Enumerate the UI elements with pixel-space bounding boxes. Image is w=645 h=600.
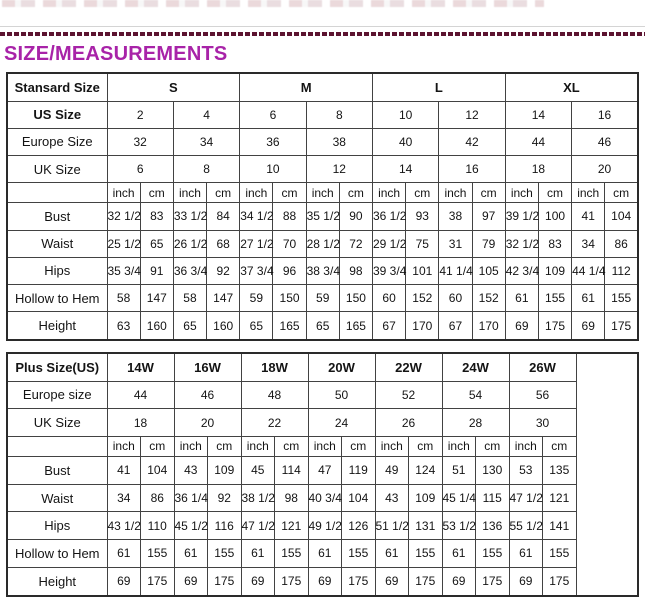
table-cell: 30 [509,409,576,437]
table-cell: 65 [240,312,273,340]
table-cell: 155 [538,285,571,312]
table-cell: 63 [107,312,140,340]
standard-size-table [6,72,639,341]
table-cell: 109 [538,257,571,284]
table-cell: 67 [439,312,472,340]
table-cell: 58 [173,285,206,312]
size-header: 16W [174,353,241,381]
table-cell: 165 [273,312,306,340]
unit-cell: cm [208,436,242,456]
table-cell: 60 [439,285,472,312]
table-row [7,436,638,456]
table-cell: 42 3/4 [505,257,538,284]
table-cell: 130 [476,456,510,484]
table-cell: 121 [543,484,577,512]
table-cell: 135 [543,456,577,484]
table-cell: 26 [375,409,442,437]
table-cell: 40 3/4 [308,484,342,512]
corner-label: Stansard Size [7,73,107,101]
table-row [7,73,638,101]
table-cell: 53 [509,456,543,484]
table-cell: 69 [572,312,605,340]
table-cell: 126 [342,512,376,540]
table-cell: 61 [442,540,476,568]
table-cell: 69 [174,567,208,596]
table-cell: 18 [107,409,174,437]
table-cell: 65 [173,312,206,340]
table-cell: 26 1/2 [173,230,206,257]
table-cell: 59 [306,285,339,312]
unit-cell: inch [240,183,273,203]
table-cell: 124 [409,456,443,484]
table-cell: 58 [107,285,140,312]
table-cell: 165 [339,312,372,340]
table-row [7,312,638,340]
table-cell: 47 [308,456,342,484]
table-row [7,484,638,512]
unit-cell: inch [107,183,140,203]
table-cell: 155 [543,540,577,568]
table-cell: 16 [572,101,638,128]
table-cell: 38 [439,203,472,230]
table-cell: 84 [207,203,240,230]
divider-line [0,26,645,27]
table-cell: 61 [375,540,409,568]
table-cell: 114 [275,456,309,484]
table-cell: 28 [442,409,509,437]
size-header: L [373,73,506,101]
table-cell: 59 [240,285,273,312]
size-header: 20W [308,353,375,381]
table-cell: 14 [373,156,439,183]
table-cell: 31 [439,230,472,257]
row-label: Bust [7,456,107,484]
table-row [7,456,638,484]
table-cell: 131 [409,512,443,540]
unit-cell: cm [140,183,173,203]
unit-cell: inch [509,436,543,456]
table-cell: 67 [373,312,406,340]
row-label: UK Size [7,156,107,183]
table-cell: 175 [605,312,638,340]
row-label: Hips [7,512,107,540]
table-cell: 38 1/2 [241,484,275,512]
table-cell: 155 [208,540,242,568]
table-cell: 155 [275,540,309,568]
unit-cell: cm [605,183,638,203]
table-cell: 68 [207,230,240,257]
table-cell: 175 [409,567,443,596]
unit-cell: inch [505,183,538,203]
table-cell: 121 [275,512,309,540]
table-cell: 12 [306,156,372,183]
table-cell: 49 1/2 [308,512,342,540]
table-cell: 152 [406,285,439,312]
row-label: Height [7,312,107,340]
table-row [7,128,638,155]
table-cell: 175 [543,567,577,596]
table-cell: 147 [207,285,240,312]
table-cell: 10 [373,101,439,128]
table-cell: 44 [505,128,571,155]
table-cell: 12 [439,101,505,128]
table-cell: 53 1/2 [442,512,476,540]
table-cell: 2 [107,101,173,128]
table-cell: 61 [572,285,605,312]
row-label: Europe Size [7,128,107,155]
table-cell: 37 3/4 [240,257,273,284]
table-cell: 32 [107,128,173,155]
table-cell: 27 1/2 [240,230,273,257]
empty-cell [576,353,638,596]
unit-cell: cm [273,183,306,203]
table-cell: 36 1/4 [174,484,208,512]
row-label: Hollow to Hem [7,285,107,312]
table-cell: 136 [476,512,510,540]
table-cell: 8 [306,101,372,128]
row-label: UK Size [7,409,107,437]
table-cell: 83 [538,230,571,257]
table-row [7,203,638,230]
unit-cell: cm [409,436,443,456]
table-cell: 34 [173,128,239,155]
table-cell: 61 [174,540,208,568]
table-cell: 105 [472,257,505,284]
table-row [7,381,638,409]
table-cell: 61 [107,540,141,568]
table-row [7,257,638,284]
unit-cell: cm [339,183,372,203]
table-cell: 61 [308,540,342,568]
table-cell: 34 1/2 [240,203,273,230]
table-cell: 47 1/2 [241,512,275,540]
unit-cell: cm [207,183,240,203]
table-cell: 56 [509,381,576,409]
table-cell: 69 [241,567,275,596]
table-cell: 43 1/2 [107,512,141,540]
table-cell: 69 [509,567,543,596]
table-cell: 41 [572,203,605,230]
size-header: 22W [375,353,442,381]
table-cell: 175 [208,567,242,596]
table-cell: 36 [240,128,306,155]
size-header: XL [505,73,638,101]
size-header: 26W [509,353,576,381]
table-row [7,230,638,257]
table-cell: 100 [538,203,571,230]
table-cell: 18 [505,156,571,183]
unit-cell: inch [174,436,208,456]
table-cell: 155 [605,285,638,312]
table-cell: 69 [442,567,476,596]
table-cell: 43 [174,456,208,484]
table-cell: 55 1/2 [509,512,543,540]
table-cell: 22 [241,409,308,437]
row-label: Height [7,567,107,596]
unit-cell: cm [275,436,309,456]
unit-cell: inch [107,436,141,456]
table-cell: 44 1/4 [572,257,605,284]
table-cell: 54 [442,381,509,409]
unit-cell: inch [306,183,339,203]
table-cell: 46 [572,128,638,155]
table-cell: 83 [140,203,173,230]
corner-label: Plus Size(US) [7,353,107,381]
row-label: US Size [7,101,107,128]
table-row [7,567,638,596]
table-cell: 88 [273,203,306,230]
row-label: Hips [7,257,107,284]
unit-cell: inch [375,436,409,456]
table-cell: 93 [406,203,439,230]
table-cell: 175 [141,567,175,596]
table-cell: 28 1/2 [306,230,339,257]
unit-cell: inch [373,183,406,203]
table-row [7,101,638,128]
row-label: Bust [7,203,107,230]
unit-cell: inch [572,183,605,203]
table-row [7,353,638,381]
table-cell: 69 [505,312,538,340]
table-row [7,409,638,437]
table-cell: 86 [141,484,175,512]
table-cell: 35 1/2 [306,203,339,230]
table-row [7,285,638,312]
table-cell: 25 1/2 [107,230,140,257]
table-cell: 38 3/4 [306,257,339,284]
unit-cell: cm [342,436,376,456]
unit-cell: cm [476,436,510,456]
table-cell: 61 [505,285,538,312]
table-cell: 36 1/2 [373,203,406,230]
table-cell: 49 [375,456,409,484]
table-cell: 41 [107,456,141,484]
table-cell: 109 [208,456,242,484]
table-cell: 96 [273,257,306,284]
table-cell: 147 [140,285,173,312]
table-cell: 32 1/2 [107,203,140,230]
table-cell: 24 [308,409,375,437]
table-cell: 79 [472,230,505,257]
table-cell: 72 [339,230,372,257]
table-cell: 46 [174,381,241,409]
table-cell: 10 [240,156,306,183]
table-cell: 20 [572,156,638,183]
table-cell: 110 [141,512,175,540]
row-label: Hollow to Hem [7,540,107,568]
table-cell: 160 [140,312,173,340]
plus-size-table [6,352,639,597]
table-cell: 65 [140,230,173,257]
table-cell: 69 [107,567,141,596]
size-header: 24W [442,353,509,381]
table-cell: 170 [472,312,505,340]
table-cell: 61 [241,540,275,568]
unit-cell: inch [439,183,472,203]
table-cell: 69 [375,567,409,596]
table-cell: 112 [605,257,638,284]
size-header: S [107,73,240,101]
table-cell: 45 [241,456,275,484]
table-cell: 75 [406,230,439,257]
table-cell: 141 [543,512,577,540]
unit-cell: cm [543,436,577,456]
table-cell: 109 [409,484,443,512]
table-cell: 175 [342,567,376,596]
size-header: M [240,73,373,101]
table-cell: 155 [409,540,443,568]
unit-cell: inch [308,436,342,456]
table-cell: 8 [173,156,239,183]
table-cell: 29 1/2 [373,230,406,257]
table-cell: 116 [208,512,242,540]
table-cell: 92 [207,257,240,284]
table-cell: 61 [509,540,543,568]
table-cell: 45 1/2 [174,512,208,540]
table-cell: 6 [240,101,306,128]
unit-cell: cm [538,183,571,203]
table-cell: 170 [406,312,439,340]
table-cell: 101 [406,257,439,284]
table-cell: 90 [339,203,372,230]
cropped-text-remnant [2,0,544,7]
table-cell: 48 [241,381,308,409]
table-cell: 152 [472,285,505,312]
row-label [7,183,107,203]
table-cell: 175 [538,312,571,340]
table-cell: 69 [308,567,342,596]
table-cell: 14 [505,101,571,128]
table-cell: 36 3/4 [173,257,206,284]
unit-cell: cm [141,436,175,456]
unit-cell: cm [406,183,439,203]
dashed-divider [0,32,645,36]
table-cell: 175 [275,567,309,596]
table-row [7,183,638,203]
table-cell: 155 [141,540,175,568]
table-cell: 39 1/2 [505,203,538,230]
table-cell: 33 1/2 [173,203,206,230]
table-cell: 150 [339,285,372,312]
table-cell: 175 [476,567,510,596]
table-cell: 104 [141,456,175,484]
table-cell: 86 [605,230,638,257]
table-cell: 150 [273,285,306,312]
row-label [7,436,107,456]
table-cell: 6 [107,156,173,183]
row-label: Waist [7,484,107,512]
table-cell: 47 1/2 [509,484,543,512]
table-cell: 104 [342,484,376,512]
table-cell: 70 [273,230,306,257]
row-label: Waist [7,230,107,257]
table-cell: 51 1/2 [375,512,409,540]
table-cell: 65 [306,312,339,340]
table-row [7,156,638,183]
table-cell: 45 1/4 [442,484,476,512]
table-cell: 115 [476,484,510,512]
table-cell: 42 [439,128,505,155]
unit-cell: inch [173,183,206,203]
table-cell: 98 [275,484,309,512]
unit-cell: cm [472,183,505,203]
unit-cell: inch [241,436,275,456]
table-cell: 40 [373,128,439,155]
table-cell: 20 [174,409,241,437]
table-cell: 52 [375,381,442,409]
table-cell: 44 [107,381,174,409]
unit-cell: inch [442,436,476,456]
table-cell: 41 1/4 [439,257,472,284]
table-cell: 92 [208,484,242,512]
table-cell: 119 [342,456,376,484]
table-cell: 60 [373,285,406,312]
table-cell: 34 [107,484,141,512]
table-row [7,540,638,568]
row-label: Europe size [7,381,107,409]
table-cell: 34 [572,230,605,257]
table-cell: 155 [476,540,510,568]
table-cell: 51 [442,456,476,484]
table-cell: 160 [207,312,240,340]
table-cell: 32 1/2 [505,230,538,257]
table-row [7,512,638,540]
table-cell: 16 [439,156,505,183]
table-cell: 50 [308,381,375,409]
table-cell: 38 [306,128,372,155]
table-cell: 104 [605,203,638,230]
table-cell: 98 [339,257,372,284]
table-cell: 91 [140,257,173,284]
table-cell: 43 [375,484,409,512]
table-cell: 155 [342,540,376,568]
table-cell: 97 [472,203,505,230]
size-header: 18W [241,353,308,381]
table-cell: 4 [173,101,239,128]
table-cell: 39 3/4 [373,257,406,284]
page-title: SIZE/MEASUREMENTS [4,43,228,65]
table-cell: 35 3/4 [107,257,140,284]
size-header: 14W [107,353,174,381]
